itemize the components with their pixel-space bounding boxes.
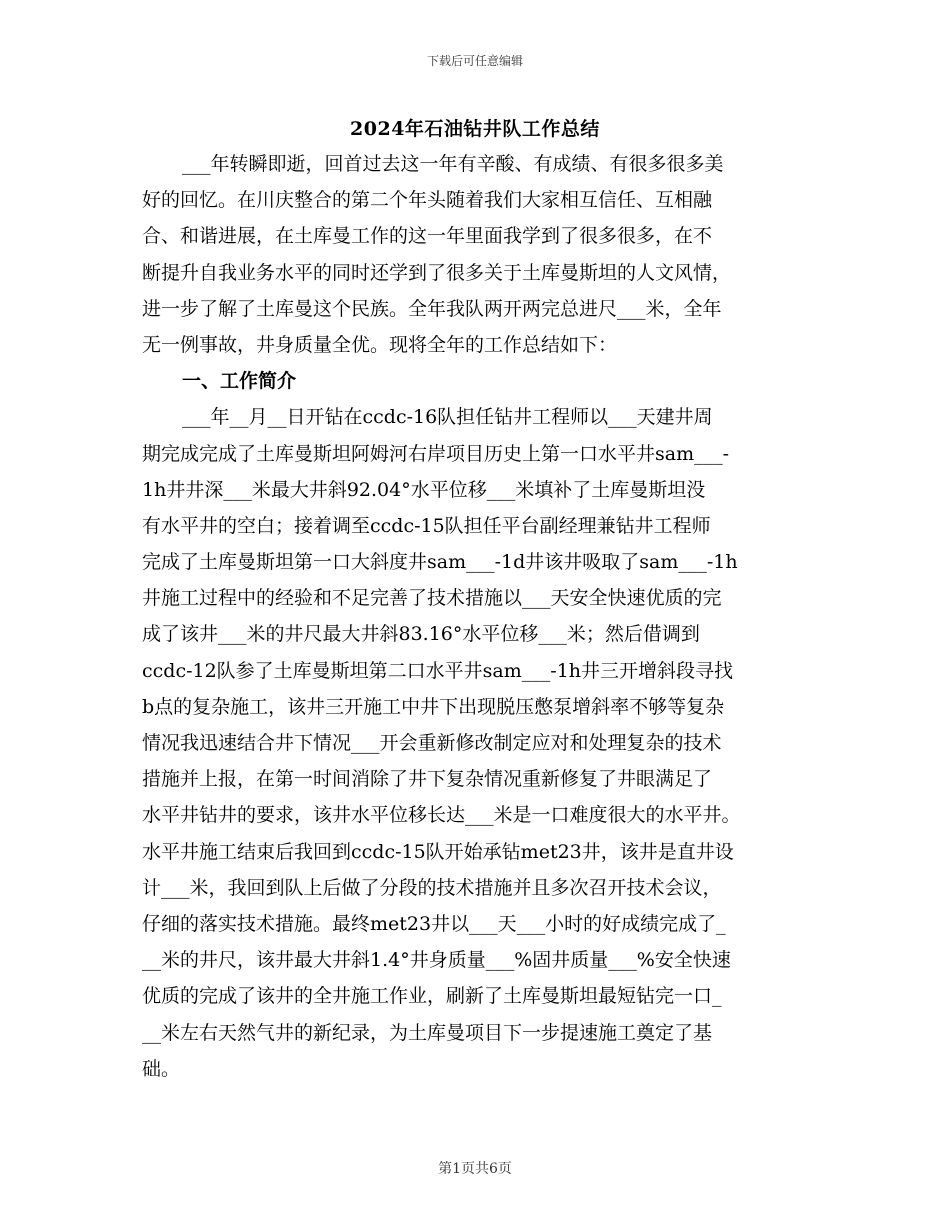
paragraph-line: 成了该井___米的井尺最大井斜83.16°水平位移___米；然后借调到 bbox=[142, 623, 700, 646]
paragraph-line: 合、和谐进展，在土库曼工作的这一年里面我学到了很多很多，在不 bbox=[142, 225, 713, 248]
work-summary-paragraph bbox=[142, 399, 810, 1087]
paragraph-line: 期完成完成了土库曼斯坦阿姆河右岸项目历史上第一口水平井sam___- bbox=[142, 442, 730, 465]
paragraph-line: ___年转瞬即逝，回首过去这一年有辛酸、有成绩、有很多很多美 bbox=[182, 153, 724, 175]
paragraph-line: ___年__月__日开钻在ccdc-16队担任钻井工程师以___天建井周 bbox=[182, 406, 713, 429]
paragraph-line: __米的井尺，该井最大井斜1.4°井身质量___%固井质量___%安全快速 bbox=[142, 949, 731, 972]
paragraph-line: 措施并上报，在第一时间消除了井下复杂情况重新修复了井眼满足了 bbox=[142, 768, 713, 791]
paragraph-line: 情况我迅速结合井下情况___开会重新修改制定应对和处理复杂的技术 bbox=[142, 732, 722, 754]
intro-paragraph bbox=[142, 146, 810, 363]
paragraph-line: 1h井井深___米最大井斜92.04°水平位移___米填补了土库曼斯坦没 bbox=[142, 478, 706, 501]
paragraph-line: 础。 bbox=[142, 1057, 181, 1080]
paragraph-line: 井施工过程中的经验和不足完善了技术措施以___天安全快速优质的完 bbox=[142, 587, 722, 610]
paragraph-line: 完成了土库曼斯坦第一口大斜度井sam___-1d井该井吸取了sam___-1h bbox=[142, 551, 738, 574]
paragraph-line: 水平井钻井的要求，该井水平位移长达___米是一口难度很大的水平井。 bbox=[142, 804, 741, 827]
document-title: 2024年石油钻井队工作总结 bbox=[350, 118, 600, 140]
paragraph-line: 无一例事故，井身质量全优。现将全年的工作总结如下： bbox=[142, 333, 618, 356]
section-heading: 一、工作简介 bbox=[182, 370, 297, 393]
paragraph-line: ccdc-12队参了土库曼斯坦第二口水平井sam___-1h井三开增斜段寻找 bbox=[142, 659, 734, 682]
paragraph-line: b点的复杂施工，该井三开施工中井下出现脱压憋泵增斜率不够等复杂 bbox=[142, 695, 725, 718]
page-number-footer: 第1页共6页 bbox=[438, 1161, 512, 1177]
page-header-note: 下载后可任意编辑 bbox=[426, 54, 523, 68]
paragraph-line: 水平井施工结束后我回到ccdc-15队开始承钻met23井，该井是直井设 bbox=[142, 840, 734, 863]
paragraph-line: 优质的完成了该井的全井施工作业，刷新了土库曼斯坦最短钻完一口_ bbox=[142, 985, 722, 1008]
paragraph-line: 断提升自我业务水平的同时还学到了很多关于土库曼斯坦的人文风情， bbox=[142, 261, 732, 284]
paragraph-line: 有水平井的空白；接着调至ccdc-15队担任平台副经理兼钻井工程师 bbox=[142, 514, 711, 537]
paragraph-line: 计___米，我回到队上后做了分段的技术措施并且多次召开技术会议， bbox=[142, 876, 722, 899]
paragraph-line: 仔细的落实技术措施。最终met23井以___天___小时的好成绩完成了_ bbox=[142, 912, 726, 935]
document-body bbox=[142, 146, 810, 1087]
paragraph-line: 好的回忆。在川庆整合的第二个年头随着我们大家相互信任、互相融 bbox=[142, 189, 713, 212]
paragraph-line: __米左右天然气井的新纪录，为土库曼项目下一步提速施工奠定了基 bbox=[142, 1021, 713, 1044]
paragraph-line: 进一步了解了土库曼这个民族。全年我队两开两完总进尺___米，全年 bbox=[142, 297, 722, 320]
